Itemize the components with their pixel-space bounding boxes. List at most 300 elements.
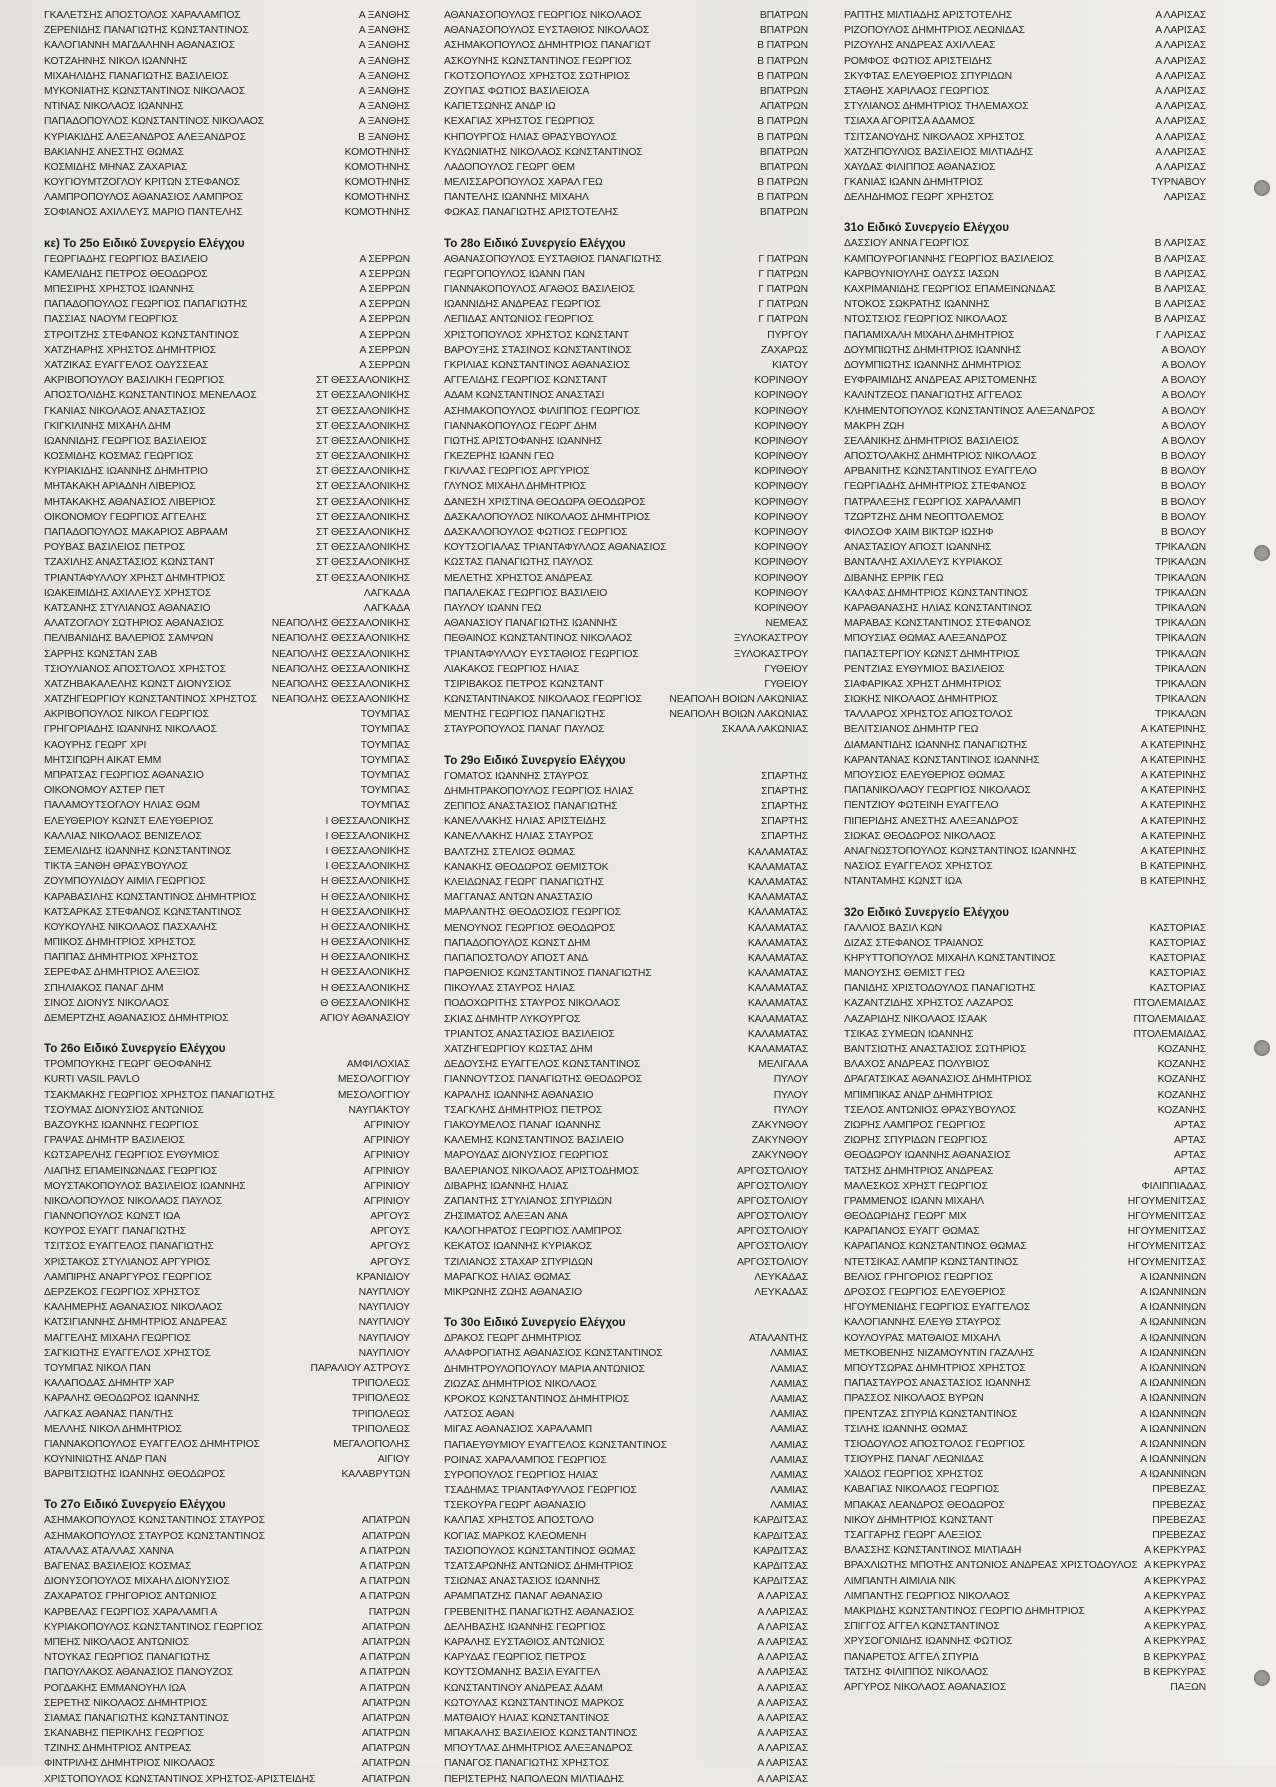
list-row (44, 99, 410, 114)
tax-office: ΤΡΙΚΑΛΩΝ (1154, 678, 1206, 690)
tax-office: ΤΟΥΜΠΑΣ (360, 785, 410, 797)
person-name: ΖΑΠΑΝΤΗΣ ΣΤΥΛΙΑΝΟΣ ΣΠΥΡΙΔΩΝ (444, 1195, 612, 1207)
list-row (844, 1239, 1206, 1254)
section-heading: Το 30ο Ειδικό Συνεργείο Ελέγχου (444, 1316, 626, 1330)
list-row (444, 1042, 808, 1057)
person-name: ΧΑΤΖΙΚΑΣ ΕΥΑΓΓΕΛΟΣ ΟΔΥΣΣΕΑΣ (44, 359, 209, 371)
tax-office: ΚΑΛΑΜΑΤΑΣ (747, 861, 808, 873)
list-row (844, 1072, 1206, 1087)
tax-office: Α ΛΑΡΙΣΑΣ (1155, 70, 1206, 82)
person-name: ΝΙΚΟΛΟΠΟΥΛΟΣ ΝΙΚΟΛΑΟΣ ΠΑΥΛΟΣ (44, 1195, 223, 1207)
person-name: ΤΣΙΤΣΑΝΟΥΔΗΣ ΝΙΚΟΛΑΟΣ ΧΡΗΣΤΟΣ (844, 131, 1025, 143)
tax-office: ΣΤ ΘΕΣΣΑΛΟΝΙΚΗΣ (315, 572, 410, 584)
tax-office: ΗΓΟΥΜΕΝΙΤΣΑΣ (1127, 1241, 1206, 1253)
tax-office: ΑΓΙΟΥ ΑΘΑΝΑΣΙΟΥ (319, 1013, 410, 1024)
list-row (444, 1574, 808, 1589)
list-row (44, 981, 410, 996)
person-name: ΓΚΑΝΙΑΣ ΝΙΚΟΛΑΟΣ ΑΝΑΣΤΑΣΙΟΣ (44, 405, 206, 417)
list-row (844, 1164, 1206, 1179)
tax-office: Β ΠΑΤΡΩΝ (757, 70, 808, 82)
tax-office: Α ΙΩΑΝΝΙΝΩΝ (1140, 1393, 1206, 1405)
list-row (844, 677, 1206, 692)
list-row (44, 555, 410, 570)
tax-office: Β ΠΑΤΡΩΝ (757, 131, 808, 143)
person-name: ΟΙΚΟΝΟΜΟΥ ΓΕΩΡΓΙΟΣ ΑΓΓΕΛΗΣ (44, 511, 207, 523)
list-row (844, 525, 1206, 540)
person-name: ΤΣΙΡΙΒΑΚΟΣ ΠΕΤΡΟΣ ΚΩΝΣΤΑΝΤ (444, 678, 604, 690)
column-1 (44, 8, 410, 1787)
list-row (444, 540, 808, 555)
list-row (844, 1650, 1206, 1665)
tax-office: ΣΤ ΘΕΣΣΑΛΟΝΙΚΗΣ (315, 466, 410, 478)
list-row (444, 1148, 808, 1163)
person-name: ΖΕΡΕΝΙΔΗΣ ΠΑΝΑΓΙΩΤΗΣ ΚΩΝΣΤΑΝΤΙΝΟΣ (44, 25, 249, 37)
tax-office: Α ΙΩΑΝΝΙΝΩΝ (1140, 1347, 1206, 1359)
tax-office: ΑΠΑΤΡΩΝ (759, 101, 808, 113)
list-row (844, 1498, 1206, 1513)
list-row (444, 328, 808, 343)
tax-office: Γ ΠΑΤΡΩΝ (758, 299, 808, 311)
list-row (44, 798, 410, 813)
person-name: ΔΙΑΜΑΝΤΙΔΗΣ ΙΩΑΝΝΗΣ ΠΑΝΑΓΙΩΤΗΣ (844, 739, 1028, 751)
list-row (444, 1027, 808, 1042)
list-row (844, 1088, 1206, 1103)
person-name: ΣΕΛΑΝΙΚΗΣ ΔΗΜΗΤΡΙΟΣ ΒΑΣΙΛΕΙΟΣ (844, 435, 1020, 447)
list-row (444, 707, 808, 722)
person-name: ΒΕΛΙΤΣΙΑΝΟΣ ΔΗΜΗΤΡ ΓΕΩ (844, 724, 979, 736)
person-name: ΜΑΡΛΑΝΤΗΣ ΘΕΟΔΟΣΙΟΣ ΓΕΩΡΓΙΟΣ (444, 907, 621, 919)
tax-office: Α ΚΕΡΚΥΡΑΣ (1144, 1560, 1206, 1572)
list-row (44, 297, 410, 312)
tax-office: Α ΚΑΤΕΡΙΝΗΣ (1140, 739, 1206, 751)
tax-office: Η ΘΕΣΣΑΛΟΝΙΚΗΣ (320, 937, 410, 949)
person-name: ΜΑΤΘΑΙΟΥ ΗΛΙΑΣ ΚΩΝΣΤΑΝΤΙΝΟΣ (444, 1712, 610, 1724)
person-name: ΚΑΡΒΟΥΝΙΟΥΛΗΣ ΟΔΥΣΣ ΙΑΣΩΝ (844, 268, 999, 280)
tax-office: Α ΛΑΡΙΣΑΣ (757, 1697, 808, 1709)
tax-office: Α ΙΩΑΝΝΙΝΩΝ (1140, 1469, 1206, 1481)
list-row (444, 905, 808, 920)
list-row (844, 190, 1206, 205)
person-name: ΑΣΗΜΑΚΟΠΟΥΛΟΣ ΣΤΑΥΡΟΣ ΚΩΝΣΤΑΝΤΙΝΟΣ (44, 1530, 265, 1542)
list-row (44, 662, 410, 677)
person-name: ΜΠΡΑΤΣΑΣ ΓΕΩΡΓΙΟΣ ΑΘΑΝΑΣΙΟ (44, 770, 204, 781)
list-row (844, 38, 1206, 53)
person-name: ΚΑΤΣΙΓΙΑΝΝΗΣ ΔΗΜΗΤΡΙΟΣ ΑΝΔΡΕΑΣ (44, 1317, 228, 1329)
tax-office: ΤΟΥΜΠΑΣ (360, 739, 410, 751)
list-row (844, 297, 1206, 312)
list-row (44, 510, 410, 525)
tax-office: Α ΛΑΡΙΣΑΣ (757, 1682, 808, 1694)
list-row (444, 1255, 808, 1270)
list-row (844, 373, 1206, 388)
list-row (444, 1088, 808, 1103)
list-row (444, 692, 808, 707)
tax-office: ΖΑΚΥΝΘΟΥ (751, 1135, 808, 1147)
list-row (44, 145, 410, 160)
person-name: ΜΑΡΟΥΔΑΣ ΔΙΟΝΥΣΙΟΣ ΓΕΩΡΓΙΟΣ (444, 1150, 609, 1162)
tax-office: ΚΟΜΟΤΗΝΗΣ (344, 146, 410, 158)
person-name: ΜΕΛΛΗΣ ΝΙΚΟΛ ΔΗΜΗΤΡΙΟΣ (44, 1423, 182, 1435)
tax-office: ΛΕΥΚΑΔΑΣ (754, 1271, 808, 1283)
person-name: ΜΟΥΣΤΑΚΟΠΟΥΛΟΣ ΒΑΣΙΛΕΙΟΣ ΙΩΑΝΝΗΣ (44, 1180, 246, 1192)
tax-office: ΑΓΡΙΝΙΟΥ (363, 1119, 410, 1131)
list-row (44, 267, 410, 282)
tax-office: ΠΡΕΒΕΖΑΣ (1152, 1514, 1206, 1526)
tax-office: ΝΑΥΠΛΙΟΥ (358, 1287, 410, 1298)
list-row (44, 1285, 410, 1300)
list-row (844, 1558, 1206, 1573)
tax-office: Α ΒΟΛΟΥ (1161, 375, 1206, 387)
tax-office: ΚΟΜΟΤΗΝΗΣ (344, 177, 410, 189)
tax-office: ΚΑΛΑΜΑΤΑΣ (747, 922, 808, 934)
person-name: ΜΙΧΑΗΛΙΔΗΣ ΠΑΝΑΓΙΩΤΗΣ ΒΑΣΙΛΕΙΟΣ (44, 70, 229, 82)
tax-office: Ι ΘΕΣΣΑΛΟΝΙΚΗΣ (325, 845, 410, 857)
tax-office: ΛΑΓΚΑΔΑ (363, 587, 410, 599)
tax-office: Β ΛΑΡΙΣΑΣ (1154, 253, 1206, 265)
person-name: ΚΟΥΝΙΝΙΩΤΗΣ ΑΝΔΡ ΠΑΝ (44, 1454, 167, 1466)
person-name: ΓΙΑΝΝΑΚΟΠΟΥΛΟΣ ΑΓΑΘΟΣ ΒΑΣΙΛΕΙΟΣ (444, 284, 635, 295)
list-row (44, 1559, 410, 1574)
list-row (44, 479, 410, 494)
person-name: ΜΕΛΕΤΗΣ ΧΡΗΣΤΟΣ ΑΝΔΡΕΑΣ (444, 572, 593, 584)
list-row (444, 1422, 808, 1437)
tax-office: ΣΠΑΡΤΗΣ (760, 801, 808, 812)
tax-office: ΑΤΑΛΑΝΤΗΣ (749, 1333, 808, 1345)
tax-office: ΠΑΞΩΝ (1170, 1681, 1206, 1693)
list-row (444, 84, 808, 99)
list-row (844, 1467, 1206, 1482)
person-name: ΠΕΡΙΣΤΕΡΗΣ ΝΑΠΟΛΕΩΝ ΜΙΛΤΙΑΔΗΣ (444, 1773, 624, 1785)
tax-office: ΑΠΑΤΡΩΝ (361, 1773, 410, 1785)
list-row (44, 1422, 410, 1437)
person-name: ΧΑΤΖΗΑΡΗΣ ΧΡΗΣΤΟΣ ΔΗΜΗΤΡΙΟΣ (44, 344, 216, 356)
tax-office: ΚΑΛΑΜΑΤΑΣ (747, 952, 808, 964)
list-row (844, 1665, 1206, 1680)
person-name: ΚΑΧΡΙΜΑΝΙΔΗΣ ΓΕΩΡΓΙΟΣ ΕΠΑΜΕΙΝΩΝΔΑΣ (844, 284, 1056, 295)
list-row (444, 267, 808, 282)
list-row (844, 601, 1206, 616)
tax-office: Α ΒΟΛΟΥ (1161, 420, 1206, 432)
person-name: ΒΑΡΟΥΞΗΣ ΣΤΑΣΙΝΟΣ ΚΩΝΣΤΑΝΤΙΝΟΣ (444, 344, 632, 356)
list-row (844, 707, 1206, 722)
list-row (444, 1468, 808, 1483)
tax-office: Β ΒΟΛΟΥ (1161, 451, 1206, 463)
tax-office: Α ΞΑΝΘΗΣ (358, 116, 410, 128)
person-name: ΔΡΟΣΟΣ ΓΕΩΡΓΙΟΣ ΕΛΕΥΘΕΡΙΟΣ (844, 1287, 1006, 1298)
tax-office: ΤΟΥΜΠΑΣ (360, 709, 410, 721)
person-name: ΚΑΛΑΠΟΔΑΣ ΔΗΜΗΤΡ ΧΑΡ (44, 1378, 175, 1390)
person-name: ΓΕΩΡΓΙΑΔΗΣ ΔΗΜΗΤΡΙΟΣ ΣΤΕΦΑΝΟΣ (844, 481, 1027, 493)
tax-office: ΚΑΛΑΜΑΤΑΣ (747, 1028, 808, 1040)
tax-office: Α ΚΑΤΕΡΙΝΗΣ (1140, 754, 1206, 766)
list-row (844, 1589, 1206, 1604)
tax-office: ΚΑΛΑΜΑΤΑΣ (747, 937, 808, 949)
tax-office: Α ΙΩΑΝΝΙΝΩΝ (1140, 1287, 1206, 1298)
person-name: ΛΑΜΠΡΟΠΟΥΛΟΣ ΑΘΑΝΑΣΙΟΣ ΛΑΜΠΡΟΣ (44, 192, 244, 204)
list-row (44, 1620, 410, 1635)
person-name: ΑΠΟΣΤΟΛΑΚΗΣ ΔΗΜΗΤΡΙΟΣ ΝΙΚΟΛΑΟΣ (844, 451, 1037, 463)
tax-office: ΑΡΤΑΣ (1173, 1135, 1206, 1147)
list-row (444, 434, 808, 449)
tax-office: ΚΟΡΙΝΘΟΥ (754, 542, 808, 554)
list-row (844, 358, 1206, 373)
person-name: ΑΡΒΑΝΙΤΗΣ ΚΩΝΣΤΑΝΤΙΝΟΣ ΕΥΑΓΓΕΛΟ (844, 466, 1037, 478)
list-row (444, 1331, 808, 1346)
tax-office: ΚΟΡΙΝΘΟΥ (754, 572, 808, 584)
list-row (44, 1331, 410, 1346)
list-row (44, 1726, 410, 1741)
tax-office: ΑΠΑΤΡΩΝ (361, 1743, 410, 1755)
person-name: ΝΑΣΙΟΣ ΕΥΑΓΓΕΛΟΣ ΧΡΗΣΤΟΣ (844, 861, 993, 873)
person-name: ΠΑΠΑΛΕΚΑΣ ΓΕΩΡΓΙΟΣ ΒΑΣΙΛΕΙΟ (444, 587, 608, 599)
person-name: ΚΩΝΣΤΑΝΤΙΝΟΥ ΑΝΔΡΕΑΣ ΑΔΑΜ (444, 1682, 603, 1694)
tax-office: Α ΠΑΤΡΩΝ (359, 1652, 410, 1664)
list-row (44, 1756, 410, 1771)
tax-office: ΒΠΑΤΡΩΝ (759, 85, 808, 97)
tax-office: ΚΑΡΔΙΤΣΑΣ (753, 1545, 808, 1557)
tax-office: ΑΡΓΟΥΣ (370, 1241, 410, 1253)
list-row (44, 905, 410, 920)
list-row (44, 859, 410, 874)
person-name: ΚΟΥΓΙΟΥΜΤΖΟΓΛΟΥ ΚΡΙΤΩΝ ΣΤΕΦΑΝΟΣ (44, 177, 240, 189)
list-row (844, 479, 1206, 494)
person-name: ΓΙΑΝΝΑΚΟΠΟΥΛΟΣ ΓΕΩΡΓ ΔΗΜ (444, 420, 597, 432)
binder-hole (1254, 545, 1270, 561)
tax-office: ΒΠΑΤΡΩΝ (759, 10, 808, 21)
list-row (444, 647, 808, 662)
list-row (844, 1437, 1206, 1452)
list-row (844, 510, 1206, 525)
list-row (44, 783, 410, 798)
person-name: ΚΟΣΜΙΔΗΣ ΚΟΣΜΑΣ ΓΕΩΡΓΙΟΣ (44, 451, 194, 463)
tax-office: Α ΣΕΡΡΩΝ (359, 253, 410, 265)
person-name: ΤΑΤΣΗΣ ΔΗΜΗΤΡΙΟΣ ΑΝΔΡΕΑΣ (844, 1165, 994, 1177)
person-name: ΔΕΛΗΒΑΣΗΣ ΙΩΑΝΝΗΣ ΓΕΩΡΓΙΟΣ (444, 1621, 606, 1633)
person-name: ΖΙΩΖΑΣ ΔΗΜΗΤΡΙΟΣ ΝΙΚΟΛΑΟΣ (444, 1378, 597, 1390)
person-name: ΧΑΤΖΗΠΟΥΛΙΟΣ ΒΑΣΙΛΕΙΟΣ ΜΙΛΤΙΑΔΗΣ (844, 146, 1034, 158)
person-name: ΙΩΑΝΝΙΔΗΣ ΑΝΔΡΕΑΣ ΓΕΩΡΓΙΟΣ (444, 299, 601, 311)
person-name: ΒΑΝΤΑΛΗΣ ΑΧΙΛΛΕΥΣ ΚΥΡΙΑΚΟΣ (844, 557, 1003, 569)
person-name: ΚΥΡΙΑΚΟΠΟΥΛΟΣ ΚΩΝΣΤΑΝΤΙΝΟΣ ΓΕΩΡΓΙΟΣ (44, 1621, 263, 1633)
person-name: ΜΗΤΣΙΠΩΡΗ ΑΙΚΑΤ ΕΜΜ (44, 754, 162, 766)
list-row (844, 54, 1206, 69)
tax-office: ΝΑΥΠΑΚΤΟΥ (348, 1104, 410, 1116)
list-row (44, 328, 410, 343)
person-name: ΜΑΚΡΗ ΖΩΗ (844, 420, 905, 432)
tax-office: ΣΤ ΘΕΣΣΑΛΟΝΙΚΗΣ (315, 390, 410, 402)
list-row (444, 1133, 808, 1148)
tax-office: ΒΠΑΤΡΩΝ (759, 207, 808, 219)
person-name: ΠΑΤΡΑΛΕΞΗΣ ΓΕΩΡΓΙΟΣ ΧΑΡΑΛΑΜΠ (844, 496, 1021, 508)
person-name: ΚΑΟΥΡΗΣ ΓΕΩΡΓ ΧΡΙ (44, 739, 147, 751)
list-row (844, 449, 1206, 464)
person-name: ΑΘΑΝΑΣΟΠΟΥΛΟΣ ΓΕΩΡΓΙΟΣ ΝΙΚΟΛΑΟΣ (444, 10, 642, 21)
person-name: ΣΕΡΕΤΗΣ ΝΙΚΟΛΑΟΣ ΔΗΜΗΤΡΙΟΣ (44, 1697, 208, 1709)
person-name: ΓΚΡΙΛΙΑΣ ΚΩΝΣΤΑΝΤΙΝΟΣ ΑΘΑΝΑΣΙΟΣ (444, 359, 630, 371)
tax-office: Α ΙΩΑΝΝΙΝΩΝ (1140, 1408, 1206, 1420)
person-name: ΚΩΤΣΑΡΕΛΗΣ ΓΕΩΡΓΙΟΣ ΕΥΘΥΜΙΟΣ (44, 1150, 220, 1162)
person-name: ΔΑΝΕΣΗ ΧΡΙΣΤΙΝΑ ΘΕΟΔΩΡΑ ΘΕΟΔΩΡΟΣ (444, 496, 646, 508)
list-row (444, 1224, 808, 1239)
list-row (44, 434, 410, 449)
person-name: ΚΑΖΑΝΤΖΙΔΗΣ ΧΡΗΣΤΟΣ ΛΑΖΑΡΟΣ (844, 998, 1014, 1010)
person-name: ΤΑΛΛΑΡΟΣ ΧΡΗΣΤΟΣ ΑΠΟΣΤΟΛΟΣ (844, 709, 1013, 721)
tax-office: ΠΥΛΟΥ (773, 1104, 808, 1116)
tax-office: ΣΤ ΘΕΣΣΑΛΟΝΙΚΗΣ (315, 420, 410, 432)
tax-office: Α ΚΑΤΕΡΙΝΗΣ (1140, 724, 1206, 736)
person-name: ΠΑΣΣΙΑΣ ΝΑΟΥΜ ΓΕΩΡΓΙΟΣ (44, 314, 179, 326)
list-row (844, 1300, 1206, 1315)
tax-office: ΣΠΑΡΤΗΣ (760, 770, 808, 782)
person-name: ΤΡΟΜΠΟΥΚΗΣ ΓΕΩΡΓ ΘΕΟΦΑΝΗΣ (44, 1059, 212, 1071)
list-row (44, 373, 410, 388)
list-row (844, 1285, 1206, 1300)
person-name: ΑΔΑΜ ΚΩΝΣΤΑΝΤΙΝΟΣ ΑΝΑΣΤΑΣΙ (444, 390, 605, 402)
list-row (444, 175, 808, 190)
person-name: ΖΕΠΠΟΣ ΑΝΑΣΤΑΣΙΟΣ ΠΑΝΑΓΙΩΤΗΣ (444, 801, 618, 812)
list-row (44, 160, 410, 175)
list-row (44, 1696, 410, 1711)
tax-office: ΒΠΑΤΡΩΝ (759, 146, 808, 158)
tax-office: ΛΑΜΙΑΣ (770, 1363, 808, 1375)
tax-office: ΑΡΓΟΣΤΟΛΙΟΥ (737, 1211, 808, 1223)
list-row (844, 404, 1206, 419)
person-name: ΣΙΩΚΑΣ ΘΕΟΔΩΡΟΣ ΝΙΚΟΛΑΟΣ (844, 830, 996, 842)
tax-office: Α ΙΩΑΝΝΙΝΩΝ (1140, 1317, 1206, 1329)
list-row (44, 252, 410, 267)
list-row (844, 1179, 1206, 1194)
person-name: ΤΣΙΤΣΟΣ ΕΥΑΓΓΕΛΟΣ ΠΑΝΑΓΙΩΤΗΣ (44, 1241, 214, 1253)
person-name: ΣΕΡΕΦΑΣ ΔΗΜΗΤΡΙΟΣ ΑΛΕΞΙΟΣ (44, 967, 200, 979)
list-row (44, 996, 410, 1011)
list-row (44, 23, 410, 38)
person-name: ΔΙΒΑΡΗΣ ΙΩΑΝΝΗΣ ΗΛΙΑΣ (444, 1180, 569, 1192)
person-name: ΑΛΑΦΡΟΓΙΑΤΗΣ ΑΘΑΝΑΣΙΟΣ ΚΩΝΣΤΑΝΤΙΝΟΣ (444, 1348, 663, 1360)
list-row (844, 1376, 1206, 1391)
list-row (844, 692, 1206, 707)
tax-office: ΤΡΙΚΑΛΩΝ (1154, 663, 1206, 675)
list-row (844, 798, 1206, 813)
list-row (444, 1589, 808, 1604)
tax-office: Α ΛΑΡΙΣΑΣ (757, 1743, 808, 1755)
binder-hole (1254, 1670, 1270, 1686)
list-row (444, 571, 808, 586)
tax-office: ΚΟΡΙΝΘΟΥ (754, 481, 808, 493)
person-name: ΚΥΡΙΑΚΙΔΗΣ ΑΛΕΞΑΝΔΡΟΣ ΑΛΕΞΑΝΔΡΟΣ (44, 131, 246, 143)
tax-office: ΤΥΡΝΑΒΟΥ (1150, 177, 1206, 189)
person-name: ΜΗΤΑΚΑΚΗΣ ΑΘΑΝΑΣΙΟΣ ΛΙΒΕΡΙΟΣ (44, 496, 216, 508)
tax-office: ΜΕΛΙΓΑΛΑ (758, 1059, 808, 1071)
tax-office: ΑΠΑΤΡΩΝ (361, 1697, 410, 1709)
person-name: ΛΑΖΑΡΙΔΗΣ ΝΙΚΟΛΑΟΣ ΙΣΑΑΚ (844, 1013, 988, 1025)
tax-office: ΤΡΙΚΑΛΩΝ (1154, 572, 1206, 584)
person-name: ΓΙΑΚΟΥΜΕΛΟΣ ΠΑΝΑΓ ΙΩΑΝΝΗΣ (444, 1119, 601, 1131)
person-name: ΧΡΙΣΤΟΠΟΥΛΟΣ ΚΩΝΣΤΑΝΤΙΝΟΣ ΧΡΗΣΤΟΣ-ΑΡΙΣΤΕΙΔΗΣ (44, 1773, 316, 1785)
tax-office: Β ΒΟΛΟΥ (1161, 511, 1206, 523)
person-name: ΓΙΑΝΝΑΚΟΠΟΥΛΟΣ ΕΥΑΓΓΕΛΟΣ ΔΗΜΗΤΡΙΟΣ (44, 1438, 260, 1450)
person-name: ΜΠΙΜΠΙΚΑΣ ΑΝΔΡ ΔΗΜΗΤΡΙΟΣ (844, 1089, 993, 1101)
person-name: ΚΑΛΠΑΣ ΧΡΗΣΤΟΣ ΑΠΟΣΤΟΛΟ (444, 1515, 594, 1527)
person-name: ΓΚΕΖΕΡΗΣ ΙΩΑΝΝ ΓΕΩ (444, 451, 554, 463)
person-name: ΤΣΑΤΣΑΡΩΝΗΣ ΑΝΤΩΝΙΟΣ ΔΗΜΗΤΡΙΟΣ (444, 1561, 634, 1572)
tax-office: Η ΘΕΣΣΑΛΟΝΙΚΗΣ (320, 967, 410, 979)
tax-office: ΑΡΓΟΣΤΟΛΙΟΥ (737, 1180, 808, 1192)
list-row (444, 1072, 808, 1087)
person-name: ΚΑΛΦΑΣ ΔΗΜΗΤΡΙΟΣ ΚΩΝΣΤΑΝΤΙΝΟΣ (844, 587, 1029, 599)
tax-office: ΚΟΜΟΤΗΝΗΣ (344, 192, 410, 204)
person-name: ΚΑΡΑΠΑΝΟΣ ΕΥΑΓΓ ΘΩΜΑΣ (844, 1226, 980, 1238)
tax-office: ΜΕΣΟΛΟΓΓΙΟΥ (337, 1074, 410, 1086)
person-name: ΤΡΙΑΝΤΑΦΥΛΛΟΥ ΕΥΣΤΑΘΙΟΣ ΓΕΩΡΓΙΟΣ (444, 648, 639, 660)
person-name: ΟΙΚΟΝΟΜΟΥ ΑΣΤΕΡ ΠΕΤ (44, 785, 165, 797)
person-name: ΓΚΑΛΕΤΣΗΣ ΑΠΟΣΤΟΛΟΣ ΧΑΡΑΛΑΜΠΟΣ (44, 10, 241, 21)
person-name: ΘΕΟΔΩΡΟΥ ΙΩΑΝΝΗΣ ΑΘΑΝΑΣΙΟΣ (844, 1150, 1011, 1162)
list-row (44, 1681, 410, 1696)
list-row (844, 84, 1206, 99)
list-row (844, 312, 1206, 327)
list-row (44, 1224, 410, 1239)
person-name: ΛΙΜΠΑΝΤΗ ΑΙΜΙΛΙΑ ΝΙΚ (844, 1575, 956, 1587)
tax-office: ΗΓΟΥΜΕΝΙΤΣΑΣ (1127, 1195, 1206, 1207)
list-row (444, 160, 808, 175)
list-row (44, 1255, 410, 1270)
list-row (44, 343, 410, 358)
tax-office: ΚΟΖΑΝΗΣ (1157, 1104, 1206, 1116)
list-row (444, 1285, 808, 1300)
person-name: ΔΟΥΜΠΙΩΤΗΣ ΙΩΑΝΝΗΣ ΔΗΜΗΤΡΙΟΣ (844, 359, 1022, 371)
tax-office: ΚΑΛΑΜΑΤΑΣ (747, 907, 808, 919)
list-row (444, 814, 808, 829)
person-name: ΓΙΑΝΝΟΠΟΥΛΟΣ ΚΩΝΣΤ ΙΩΑ (44, 1211, 181, 1223)
person-name: ΓΡΗΓΟΡΙΑΔΗΣ ΙΩΑΝΝΗΣ ΝΙΚΟΛΑΟΣ (44, 724, 217, 736)
person-name: ΤΣΙΩΝΑΣ ΑΝΑΣΤΑΣΙΟΣ ΙΩΑΝΝΗΣ (444, 1576, 601, 1588)
list-row (44, 738, 410, 753)
person-name: ΔΡΑΚΟΣ ΓΕΩΡΓ ΔΗΜΗΤΡΙΟΣ (444, 1333, 582, 1345)
tax-office: ΚΟΡΙΝΘΟΥ (754, 405, 808, 417)
list-row (844, 495, 1206, 510)
person-name: ΒΑΚΙΑΝΗΣ ΑΝΕΣΤΗΣ ΘΩΜΑΣ (44, 146, 184, 158)
person-name: ΑΣΗΜΑΚΟΠΟΥΛΟΣ ΚΩΝΣΤΑΝΤΙΝΟΣ ΣΤΑΥΡΟΣ (44, 1515, 265, 1527)
list-row (844, 1194, 1206, 1209)
tax-office: Α ΛΑΡΙΣΑΣ (757, 1667, 808, 1679)
tax-office: ΑΡΤΑΣ (1173, 1119, 1206, 1131)
person-name: ΚΩΤΟΥΛΑΣ ΚΩΝΣΤΑΝΤΙΝΟΣ ΜΑΡΚΟΣ (444, 1697, 625, 1709)
person-name: ΒΑΝΤΣΙΩΤΗΣ ΑΝΑΣΤΑΣΙΟΣ ΣΩΤΗΡΙΟΣ (844, 1044, 1027, 1055)
tax-office: ΤΟΥΜΠΑΣ (360, 770, 410, 781)
person-name: ΠΑΝΑΡΕΤΟΣ ΑΓΓΕΛ ΣΠΥΡΙΔ (844, 1651, 979, 1663)
tax-office: ΜΕΓΑΛΟΠΟΛΗΣ (333, 1438, 410, 1450)
person-name: ΣΑΡΡΗΣ ΚΩΝΣΤΑΝ ΣΑΒ (44, 648, 158, 660)
person-name: ΚΗΠΟΥΡΓΟΣ ΗΛΙΑΣ ΘΡΑΣΥΒΟΥΛΟΣ (444, 131, 617, 143)
list-row (844, 69, 1206, 84)
tax-office: ΚΑΡΔΙΤΣΑΣ (753, 1530, 808, 1542)
person-name: ΠΑΥΛΟΥ ΙΩΑΝΝ ΓΕΩ (444, 602, 542, 614)
tax-office: Α ΚΑΤΕΡΙΝΗΣ (1140, 845, 1206, 857)
person-name: ΙΩΑΚΕΙΜΙΔΗΣ ΑΧΙΛΛΕΥΣ ΧΡΗΣΤΟΣ (44, 587, 212, 599)
tax-office: ΠΑΤΡΩΝ (368, 1606, 410, 1618)
tax-office: ΚΟΖΑΝΗΣ (1157, 1059, 1206, 1071)
person-name: ΔΑΣΚΑΛΟΠΟΥΛΟΣ ΦΩΤΙΟΣ ΓΕΩΡΓΙΟΣ (444, 527, 628, 538)
list-row (44, 495, 410, 510)
tax-office: ΚΟΖΑΝΗΣ (1157, 1044, 1206, 1055)
list-row (844, 1604, 1206, 1619)
list-row (844, 874, 1206, 889)
list-row (444, 1346, 808, 1361)
tax-office: ΠΥΛΟΥ (773, 1074, 808, 1086)
list-row (44, 525, 410, 540)
tax-office: Α ΚΕΡΚΥΡΑΣ (1144, 1575, 1206, 1587)
person-name: ΔΙΖΑΣ ΣΤΕΦΑΝΟΣ ΤΡΑΙΑΝΟΣ (844, 937, 984, 949)
